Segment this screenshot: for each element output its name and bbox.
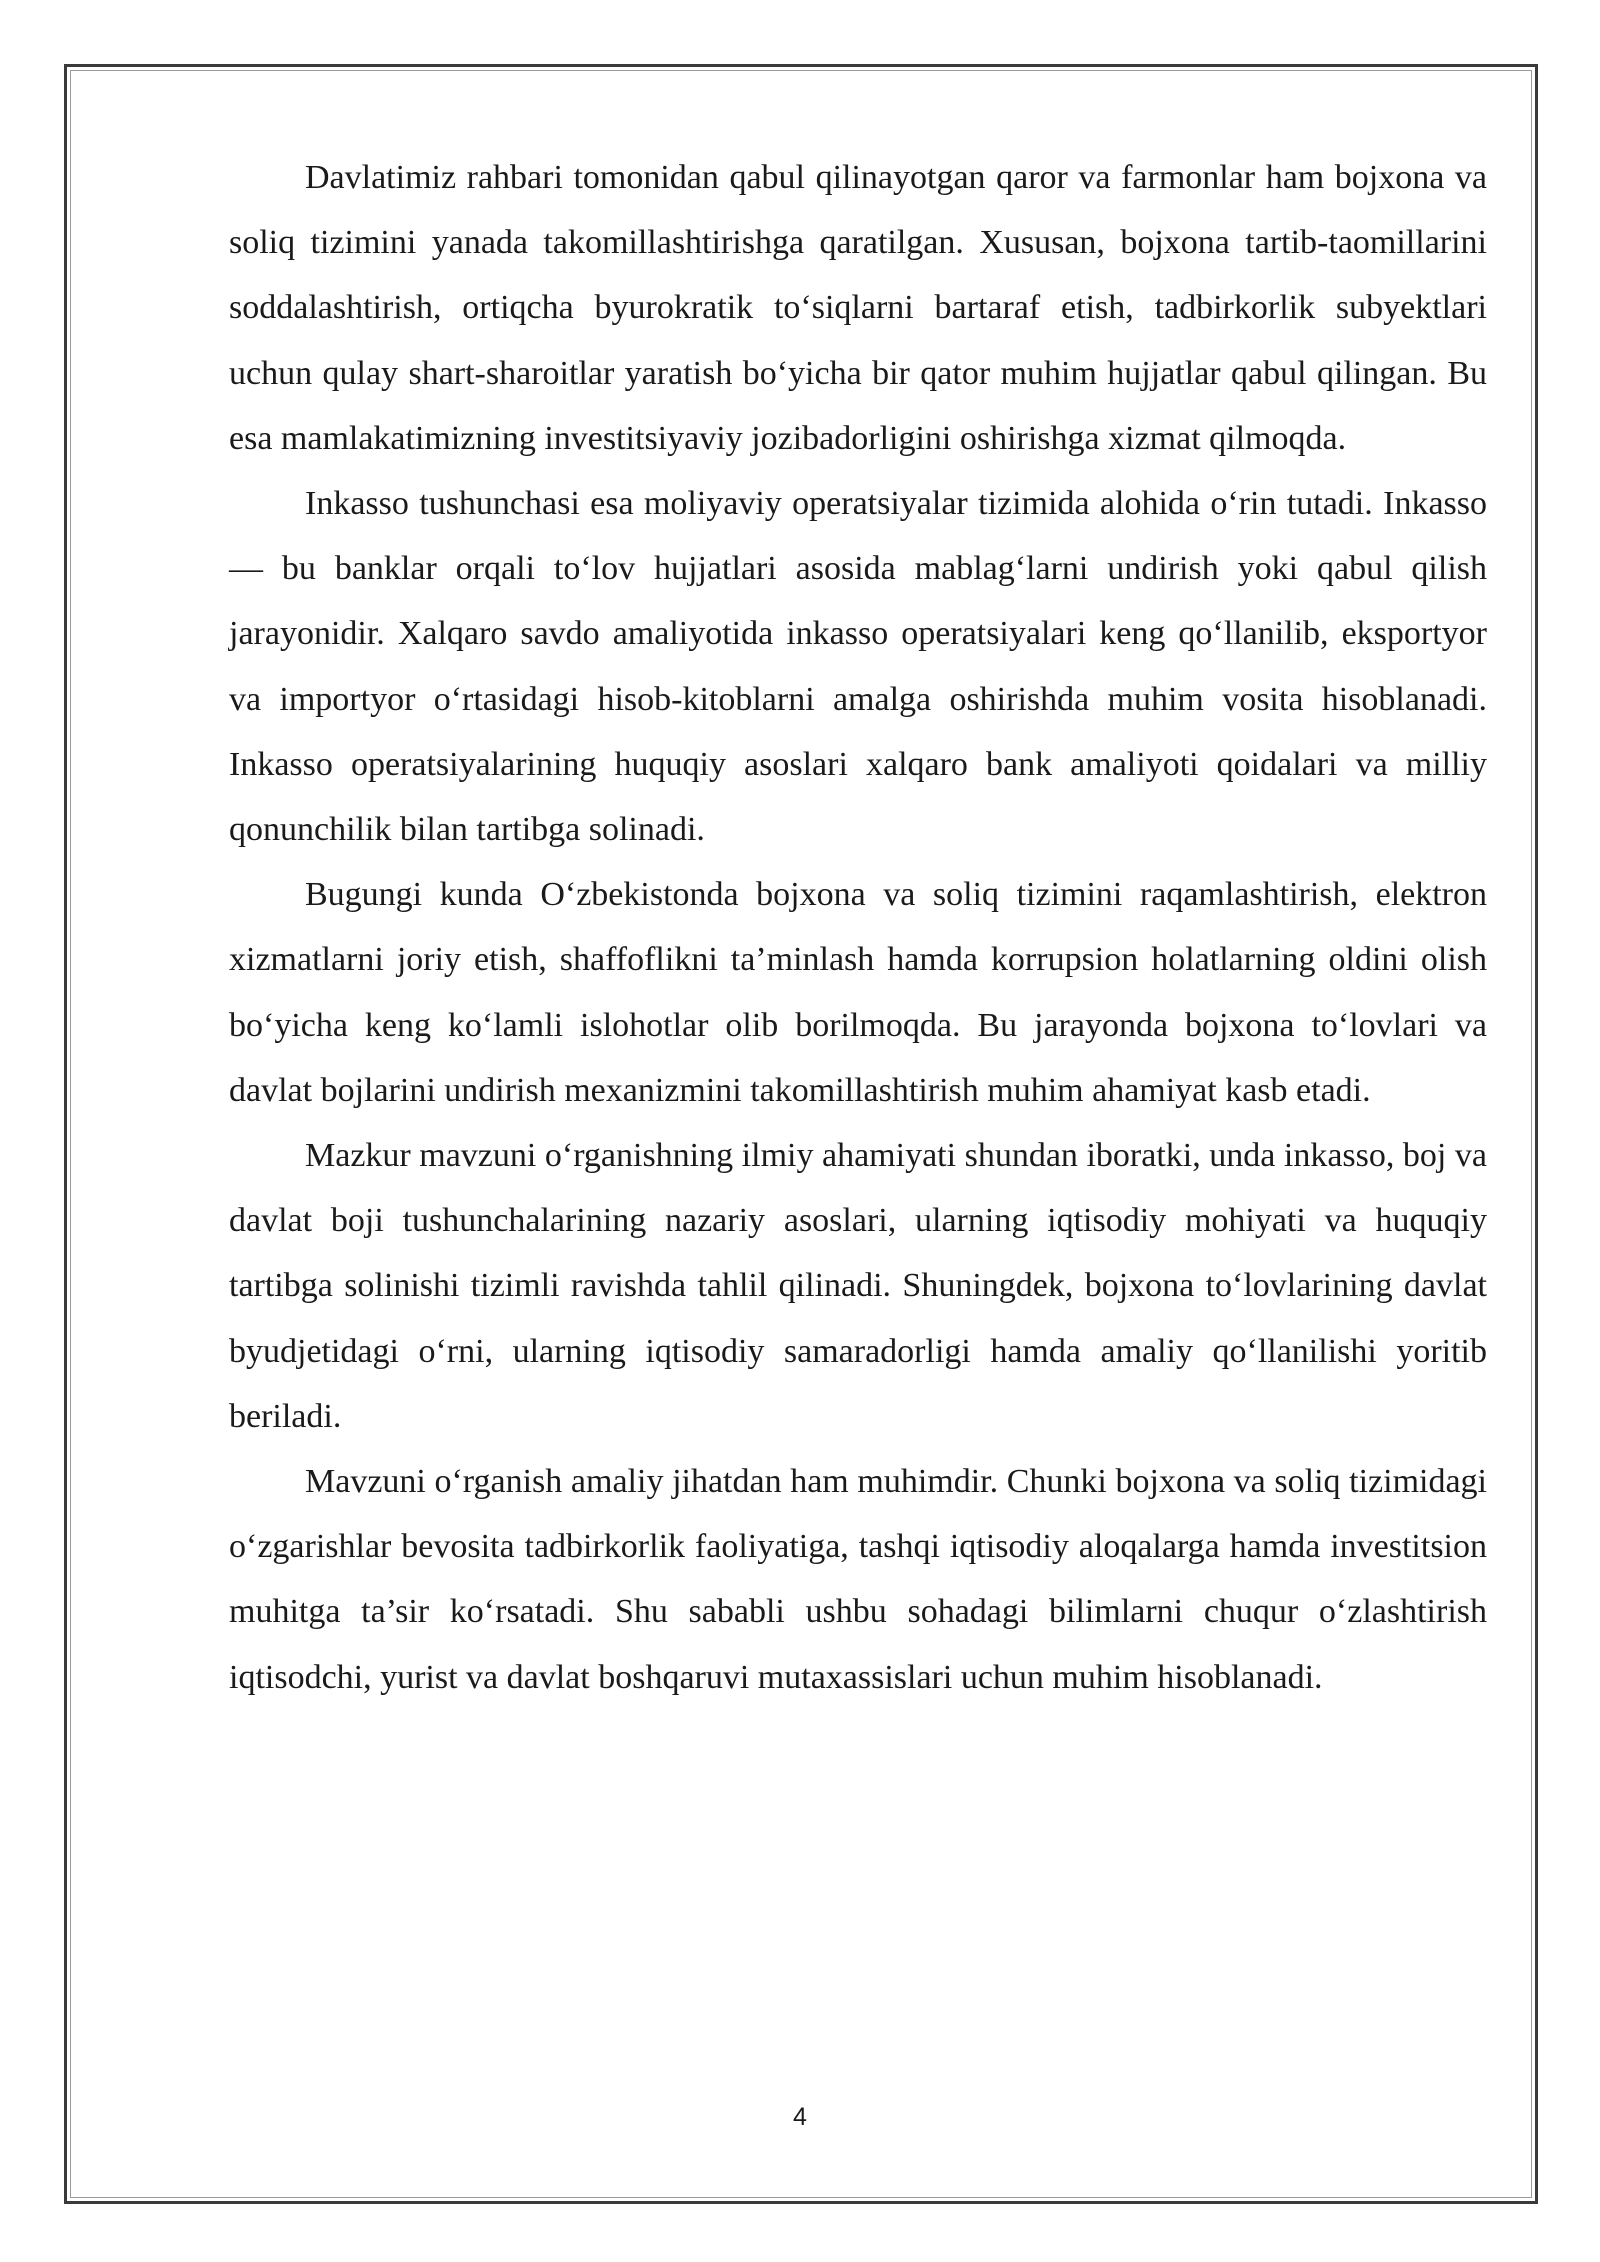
document-body — [229, 145, 1487, 1710]
paragraph: Inkasso tushunchasi esa moliyaviy operatsiyalar tizimida alohida o‘rin tutadi. Inkasso — bu banklar orqali to‘lov hujjatlari asosida mablag‘larni undirish yoki qabul qilish jarayonidir. Xalqaro savdo amaliyotida inkasso operatsiyalari keng qo‘llanilib, eksportyor va importyor o‘rtasidagi hisob-kitoblarni amalga oshirishda muhim vosita hisoblanadi. Inkasso operatsiyalarining huquqiy asoslari xalqaro bank amaliyoti qoidalari va milliy qonunchilik bilan tartibga solinadi. — [229, 485, 1487, 849]
paragraph: Bugungi kunda O‘zbekistonda bojxona va soliq tizimini raqamlashtirish, elektron xizmatlarni joriy etish, shaffoflikni ta’minlash hamda korrupsion holatlarning oldini olish bo‘yicha keng ko‘lamli islohotlar olib borilmoqda. Bu jarayonda bojxona to‘lovlari va davlat bojlarini undirish mexanizmini takomillashtirish muhim ahamiyat kasb etadi. — [229, 876, 1487, 1109]
paragraph: Davlatimiz rahbari tomonidan qabul qilinayotgan qaror va farmonlar ham bojxona va soliq tizimini yanada takomillashtirishga qaratilgan. Xususan, bojxona tartib-taomillarini soddalashtirish, ortiqcha byurokratik to‘siqlarni bartaraf etish, tadbirkorlik subyektlari uchun qulay shart-sharoitlar yaratish bo‘yicha bir qator muhim hujjatlar qabul qilingan. Bu esa mamlakatimizning investitsiyaviy jozibadorligini oshirishga xizmat qilmoqda. — [229, 159, 1487, 457]
paragraph: Mazkur mavzuni o‘rganishning ilmiy ahamiyati shundan iboratki, unda inkasso, boj va davlat boji tushunchalarining nazariy asoslari, ularning iqtisodiy mohiyati va huquqiy tartibga solinishi tizimli ravishda tahlil qilinadi. Shuningdek, bojxona to‘lovlarining davlat byudjetidagi o‘rni, ularning iqtisodiy samaradorligi hamda amaliy qo‘llanilishi yoritib beriladi. — [229, 1137, 1487, 1435]
paragraph: Mavzuni o‘rganish amaliy jihatdan ham muhimdir. Chunki bojxona va soliq tizimidagi o‘zgarishlar bevosita tadbirkorlik faoliyatiga, tashqi iqtisodiy aloqalarga hamda investitsion muhitga ta’sir ko‘rsatadi. Shu sababli ushbu sohadagi bilimlarni chuqur o‘zlashtirish iqtisodchi, yurist va davlat boshqaruvi mutaxassislari uchun muhim hisoblanadi. — [229, 1463, 1487, 1696]
page-number: 4 — [793, 2103, 807, 2131]
